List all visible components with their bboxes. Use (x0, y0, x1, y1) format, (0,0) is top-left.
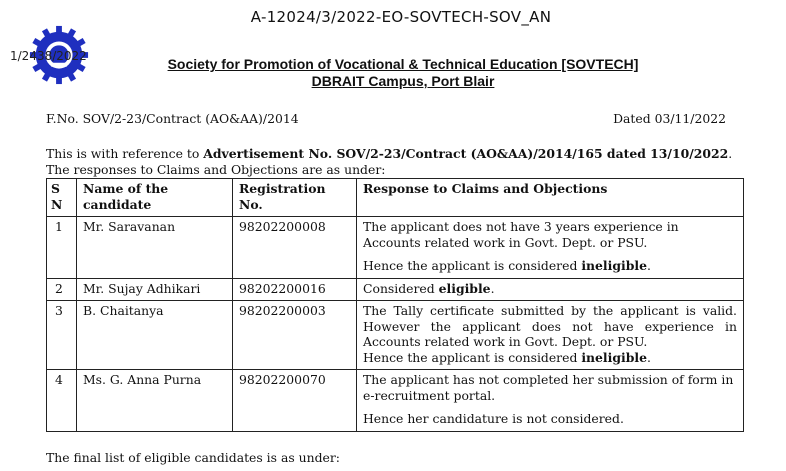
response-decision (363, 258, 737, 274)
table-header-row (47, 179, 744, 217)
row-sn: 4 (47, 370, 77, 432)
row-response (357, 278, 744, 301)
claims-table (46, 178, 744, 432)
intro-suffix: . (728, 146, 733, 161)
decision-status: ineligible (581, 349, 647, 365)
row-sn: 3 (47, 301, 77, 370)
advertisement-reference: Advertisement No. SOV/2-23/Contract (AO&AA)/2014/165 dated 13/10/2022 (203, 146, 729, 161)
header-sn: S N (47, 179, 77, 217)
decision-status: ineligible (581, 258, 647, 273)
received-stamp: 1/2438/2022 (10, 49, 87, 63)
decision-suffix: . (646, 349, 651, 365)
row-name: Mr. Saravanan (77, 217, 233, 279)
header-registration: Registration No. (233, 179, 357, 217)
intro-paragraph (46, 146, 750, 178)
header-name: Name of the candidate (77, 179, 233, 217)
table-row (47, 278, 744, 301)
table-row (47, 301, 744, 370)
row-name: Ms. G. Anna Purna (77, 370, 233, 432)
row-registration: 98202200070 (233, 370, 357, 432)
response-decision: Hence her candidature is not considered. (363, 411, 624, 426)
response-text: The applicant does not have 3 years experience in Accounts related work in Govt. Dept. or PSU. (363, 219, 679, 250)
row-response (357, 301, 744, 370)
row-response (357, 370, 744, 432)
organization-heading (0, 56, 786, 90)
file-reference: A-12024/3/2022-EO-SOVTECH-SOV_AN (250, 8, 552, 26)
response-text: The Tally certificate submitted by the applicant is valid. However the applicant does not have experience in Accounts related work in Govt. Dept. or PSU. (363, 303, 737, 349)
row-name: Mr. Sujay Adhikari (77, 278, 233, 301)
intro-line-2: The responses to Claims and Objections are as under: (46, 162, 386, 177)
intro-line-1 (46, 146, 750, 162)
decision-status: eligible (438, 280, 491, 296)
response-decision (363, 350, 737, 366)
row-registration: 98202200008 (233, 217, 357, 279)
table-row (47, 370, 744, 432)
decision-prefix: Hence the applicant is considered (363, 258, 582, 273)
decision-prefix: Hence the applicant is considered (363, 349, 582, 365)
file-number: F.No. SOV/2-23/Contract (AO&AA)/2014 (46, 111, 299, 126)
row-name: B. Chaitanya (77, 301, 233, 370)
decision-prefix: Considered (363, 280, 439, 296)
header-response: Response to Claims and Objections (357, 179, 744, 217)
decision-suffix: . (646, 258, 651, 273)
closing-line: The final list of eligible candidates is as under: (46, 450, 340, 465)
date: Dated 03/11/2022 (613, 111, 726, 126)
row-registration: 98202200016 (233, 278, 357, 301)
row-sn: 2 (47, 278, 77, 301)
row-registration: 98202200003 (233, 301, 357, 370)
row-response (357, 217, 744, 279)
response-text: The applicant has not completed her submission of form in e-recruitment portal. (363, 372, 734, 403)
organization-address: DBRAIT Campus, Port Blair (311, 73, 495, 89)
intro-prefix: This is with reference to (46, 146, 204, 161)
row-sn: 1 (47, 217, 77, 279)
table-row (47, 217, 744, 279)
organization-name: Society for Promotion of Vocational & Technical Education [SOVTECH] (167, 56, 639, 72)
decision-suffix: . (490, 280, 495, 296)
